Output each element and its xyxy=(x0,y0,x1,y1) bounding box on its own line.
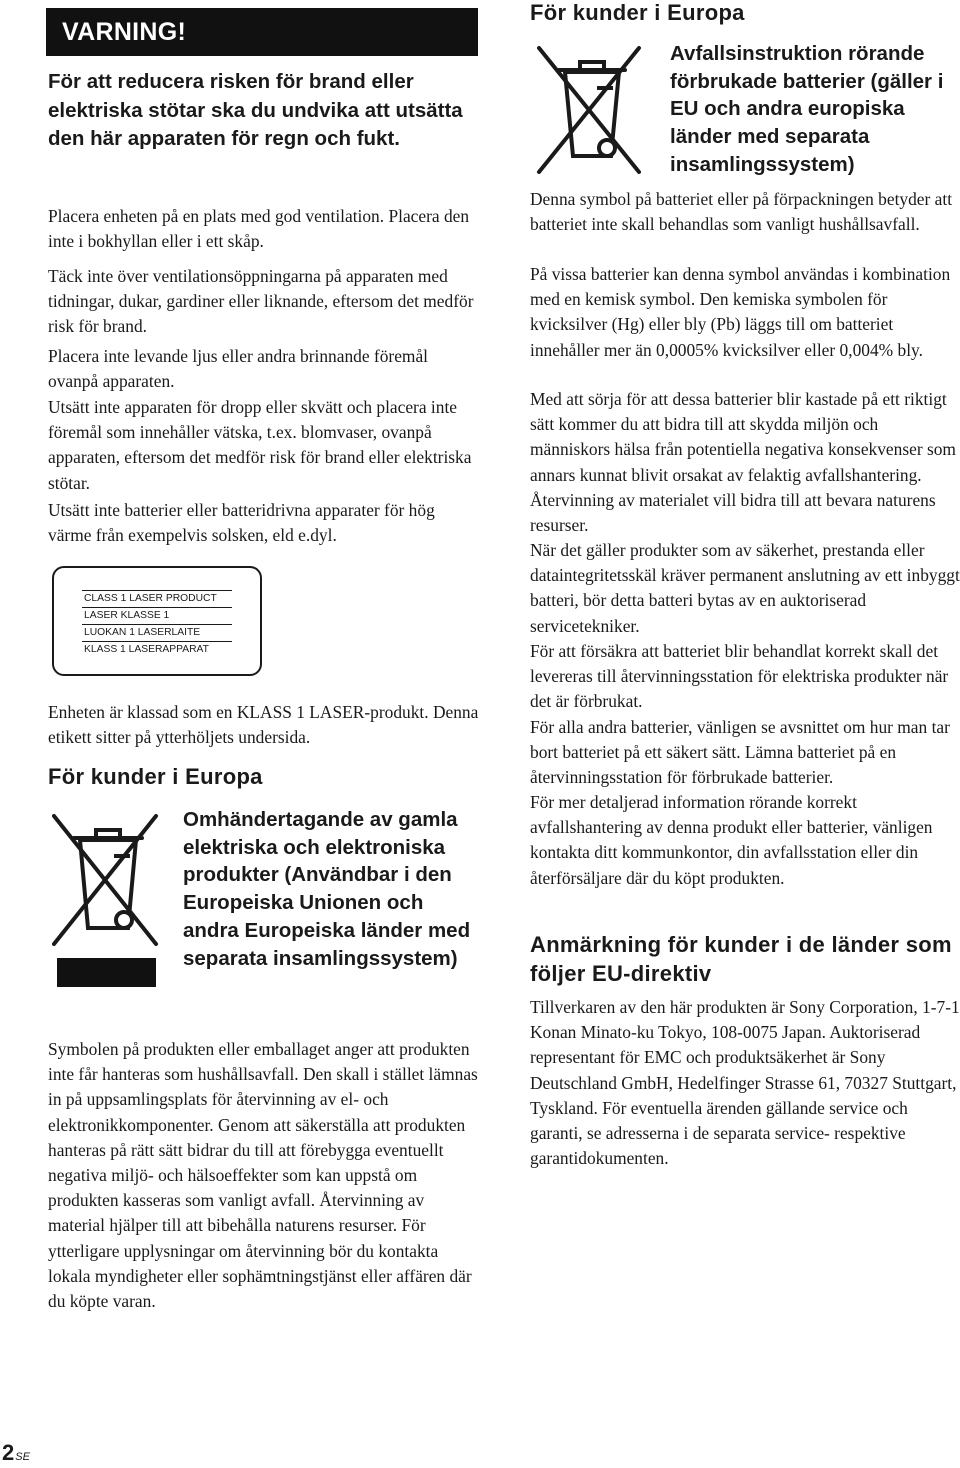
battery-paragraph: Med att sörja för att dessa batterier blir kastade på ett riktigt sätt kommer du att bidra till att skydda miljön och människors hälsa från potentiella negativa konsekvenser som annars kunnat blivit orsakat av felaktig avfallshantering. Återvinning av materialet vill bidra till att bevara naturens resurser. xyxy=(530,389,956,536)
paragraph-batteries-heat: Utsätt inte batterier eller batteridrivna apparater för hög värme från exempelvis solsken, eld e.dyl. xyxy=(48,500,435,546)
europe-heading-right: För kunder i Europa xyxy=(530,0,745,25)
disposal-text: Symbolen på produkten eller emballaget anger att produkten inte får hanteras som hushållsavfall. Den skall i stället lämnas in på uppsamlingsplats för återvinning av el- och elektronikkomponenter. Genom att säkerställa att produkten hanteras på rätt sätt bidrar du till att förebygga eventuellt negativa miljö- och hälsoeffekter som kan uppstå om produkten kasseras som vanligt avfall. Återvinning av material hjälper till att bibehålla naturens resurser. För ytterligare upplysningar om återvinning bör du kontakta lokala myndigheter eller sophämtningstjänst eller affären där du köpte varan. xyxy=(48,1039,478,1312)
separate-collection-bar xyxy=(57,958,156,987)
warning-banner: VARNING! xyxy=(46,8,478,56)
laser-caption: Enheten är klassad som en KLASS 1 LASER-produkt. Denna etikett sitter på ytterhöljets undersida. xyxy=(48,702,479,748)
page-number xyxy=(2,1440,30,1466)
battery-paragraph: För att försäkra att batteriet blir behandlat korrekt skall det levereras till återvinningsstation för elektriska produkter när det är förbrukat. xyxy=(530,641,949,712)
battery-paragraph: På vissa batterier kan denna symbol användas i kombination med en kemisk symbol. Den kemiska symbolen för kvicksilver (Hg) eller bly (Pb) läggs till om batteriet innehåller mer än 0,0005% kvicksilver eller 0,004% bly. xyxy=(530,264,951,360)
paragraph-liquids: Utsätt inte apparaten för dropp eller skvätt och placera inte föremål som innehåller vätska, t.ex. blomvaser, ovanpå apparaten, eftersom det medför risk för brand eller elektriska stötar. xyxy=(48,397,472,493)
battery-heading: Avfallsinstruktion rörande förbrukade batterier (gäller i EU och andra europiska länder med separata insamlingssystem) xyxy=(670,42,944,176)
battery-paragraph: För mer detaljerad information rörande korrekt avfallshantering av denna produkt eller batterier, vänligen kontakta ditt kommunkontor, din avfallsstation eller din återförsäljare där du köpt produkten. xyxy=(530,792,933,888)
page-number-suffix: SE xyxy=(15,1451,30,1463)
eu-directive-heading: Anmärkning för kunder i de länder som följer EU-direktiv xyxy=(530,932,952,986)
paragraph-ventilation: Placera enheten på en plats med god ventilation. Placera den inte i bokhyllan eller i ett skåp. xyxy=(48,206,470,252)
battery-paragraph: För alla andra batterier, vänligen se avsnittet om hur man tar bort batteriet på ett säkert sätt. Lämna batteriet på en återvinningsstation för förbrukade batterier. xyxy=(530,717,950,788)
battery-paragraph: Denna symbol på batteriet eller på förpackningen betyder att batteriet inte skall behandlas som vanligt hushållsavfall. xyxy=(530,189,953,235)
battery-paragraph: När det gäller produkter som av säkerhet, prestanda eller dataintegritetsskäl kräver permanent anslutning av ett inbyggt batteri, bör detta batteri bytas av en auktoriserad servicetekniker. xyxy=(530,540,960,636)
paragraph-candles: Placera inte levande ljus eller andra brinnande föremål ovanpå apparaten. xyxy=(48,346,429,392)
laser-label xyxy=(52,566,262,676)
laser-line: LASER KLASSE 1 xyxy=(82,608,232,625)
warning-lead: För att reducera risken för brand eller elektriska stötar ska du undvika att utsätta den här apparaten för regn och fukt. xyxy=(48,70,463,150)
disposal-heading: Omhändertagande av gamla elektriska och elektroniska produkter (Användbar i den Europeiska Unionen och andra Europeiska länder med separata insamlingssystem) xyxy=(183,808,471,970)
eu-directive-text: Tillverkaren av den här produkten är Sony Corporation, 1-7-1 Konan Minato-ku Tokyo, 108-0075 Japan. Auktoriserad representant för EMC och produktsäkerhet är Sony Deutschland GmbH, Hedelfinger Strasse 61, 70327 Stuttgart, Tyskland. För eventuella ärenden gällande service och garanti, se adresserna i de separata service- respektive garantidokumenten. xyxy=(530,997,960,1169)
laser-line: KLASS 1 LASERAPPARAT xyxy=(84,644,209,655)
europe-heading-left: För kunder i Europa xyxy=(48,764,263,789)
paragraph-cover-vents: Täck inte över ventilationsöppningarna på apparaten med tidningar, dukar, gardiner eller liknande, eftersom det medför risk för brand. xyxy=(48,266,474,337)
crossed-battery-bin-icon xyxy=(535,44,645,176)
laser-line: LUOKAN 1 LASERLAITE xyxy=(82,625,232,642)
laser-line: CLASS 1 LASER PRODUCT xyxy=(82,591,232,608)
page-number-value: 2 xyxy=(2,1440,15,1465)
crossed-bin-icon xyxy=(50,810,162,948)
